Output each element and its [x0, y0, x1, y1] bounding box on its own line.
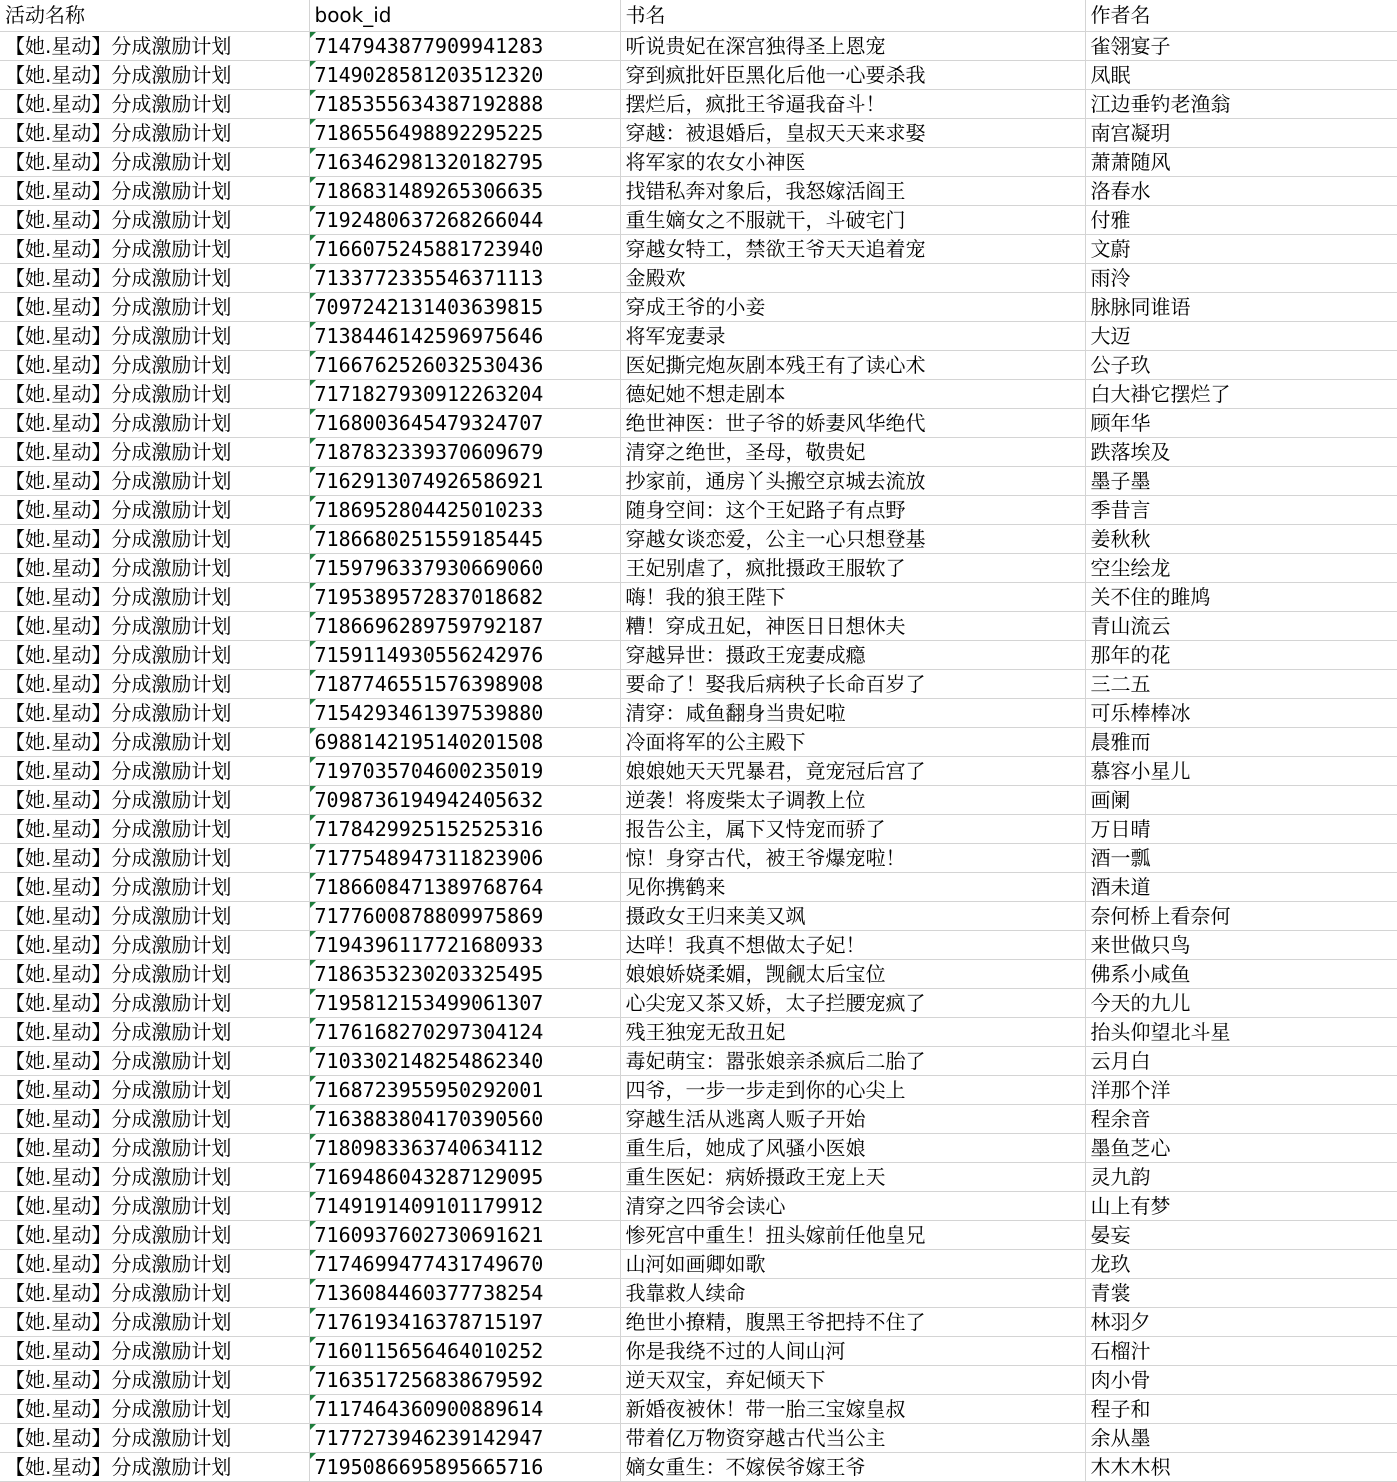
- table-row: [0, 119, 1397, 148]
- author-name-cell[interactable]: 余从墨: [1085, 1424, 1397, 1453]
- activity-name-cell[interactable]: 【她.星动】分成激励计划: [0, 409, 309, 438]
- table-row: [0, 699, 1397, 728]
- book-id-cell[interactable]: 7186680251559185445: [309, 525, 620, 554]
- activity-name-cell[interactable]: 【她.星动】分成激励计划: [0, 1221, 309, 1250]
- book-title-cell[interactable]: 达咩！我真不想做太子妃！: [620, 931, 1085, 960]
- book-id-cell[interactable]: 7163462981320182795: [309, 148, 620, 177]
- book-title-cell[interactable]: 嫡女重生：不嫁侯爷嫁王爷: [620, 1453, 1085, 1482]
- book-title-cell[interactable]: 清穿：咸鱼翻身当贵妃啦: [620, 699, 1085, 728]
- activity-name-cell[interactable]: 【她.星动】分成激励计划: [0, 989, 309, 1018]
- table-row: [0, 1192, 1397, 1221]
- table-row: [0, 815, 1397, 844]
- table-row: [0, 786, 1397, 815]
- activity-name-cell[interactable]: 【她.星动】分成激励计划: [0, 61, 309, 90]
- activity-name-cell[interactable]: 【她.星动】分成激励计划: [0, 554, 309, 583]
- author-name-cell[interactable]: 脉脉同谁语: [1085, 293, 1397, 322]
- activity-name-cell[interactable]: 【她.星动】分成激励计划: [0, 960, 309, 989]
- table-row: [0, 1424, 1397, 1453]
- book-title-cell[interactable]: 穿成王爷的小妾: [620, 293, 1085, 322]
- author-name-cell[interactable]: 晏妄: [1085, 1221, 1397, 1250]
- activity-name-cell[interactable]: 【她.星动】分成激励计划: [0, 264, 309, 293]
- book-id-cell[interactable]: 7166762526032530436: [309, 351, 620, 380]
- activity-name-cell[interactable]: 【她.星动】分成激励计划: [0, 931, 309, 960]
- book-id-cell[interactable]: 7168723955950292001: [309, 1076, 620, 1105]
- author-name-cell[interactable]: 季昔言: [1085, 496, 1397, 525]
- activity-name-cell[interactable]: 【她.星动】分成激励计划: [0, 351, 309, 380]
- book-id-cell[interactable]: 7186556498892295225: [309, 119, 620, 148]
- table-row: [0, 1250, 1397, 1279]
- author-name-cell[interactable]: 白大褂它摆烂了: [1085, 380, 1397, 409]
- book-title-cell[interactable]: 重生嫡女之不服就干，斗破宅门: [620, 206, 1085, 235]
- author-name-cell[interactable]: 雀翎宴子: [1085, 32, 1397, 61]
- activity-name-cell[interactable]: 【她.星动】分成激励计划: [0, 1163, 309, 1192]
- book-id-cell[interactable]: 7097242131403639815: [309, 293, 620, 322]
- book-title-cell[interactable]: 绝世小撩精，腹黑王爷把持不住了: [620, 1308, 1085, 1337]
- book-id-cell[interactable]: 7159796337930669060: [309, 554, 620, 583]
- author-name-cell[interactable]: 酒未道: [1085, 873, 1397, 902]
- book-title-cell[interactable]: 王妃别虐了，疯批摄政王服软了: [620, 554, 1085, 583]
- activity-name-cell[interactable]: 【她.星动】分成激励计划: [0, 1337, 309, 1366]
- table-row: [0, 32, 1397, 61]
- book-id-cell[interactable]: 7186696289759792187: [309, 612, 620, 641]
- author-name-cell[interactable]: 跌落埃及: [1085, 438, 1397, 467]
- activity-name-cell[interactable]: 【她.星动】分成激励计划: [0, 119, 309, 148]
- author-name-cell[interactable]: 姜秋秋: [1085, 525, 1397, 554]
- author-name-cell[interactable]: 公子玖: [1085, 351, 1397, 380]
- table-row: [0, 1163, 1397, 1192]
- book-id-cell[interactable]: 7136084460377738254: [309, 1279, 620, 1308]
- author-name-cell[interactable]: 林羽夕: [1085, 1308, 1397, 1337]
- book-title-cell[interactable]: 抄家前，通房丫头搬空京城去流放: [620, 467, 1085, 496]
- activity-name-cell[interactable]: 【她.星动】分成激励计划: [0, 583, 309, 612]
- activity-name-cell[interactable]: 【她.星动】分成激励计划: [0, 844, 309, 873]
- table-row: [0, 90, 1397, 119]
- book-title-cell[interactable]: 惊！身穿古代，被王爷爆宠啦！: [620, 844, 1085, 873]
- author-name-cell[interactable]: 石榴汁: [1085, 1337, 1397, 1366]
- author-name-cell[interactable]: 青裳: [1085, 1279, 1397, 1308]
- author-name-cell[interactable]: 墨子墨: [1085, 467, 1397, 496]
- author-name-cell[interactable]: 抬头仰望北斗星: [1085, 1018, 1397, 1047]
- book-title-cell[interactable]: 要命了！娶我后病秧子长命百岁了: [620, 670, 1085, 699]
- book-title-cell[interactable]: 心尖宠又茶又娇，太子拦腰宠疯了: [620, 989, 1085, 1018]
- author-name-cell[interactable]: 龙玖: [1085, 1250, 1397, 1279]
- author-name-cell[interactable]: 今天的九儿: [1085, 989, 1397, 1018]
- table-row: [0, 1018, 1397, 1047]
- book-id-cell[interactable]: 7103302148254862340: [309, 1047, 620, 1076]
- table-row: [0, 380, 1397, 409]
- header-cell-book-title[interactable]: 书名: [620, 0, 1085, 32]
- book-title-cell[interactable]: 见你携鹤来: [620, 873, 1085, 902]
- table-row: [0, 525, 1397, 554]
- author-name-cell[interactable]: 肉小骨: [1085, 1366, 1397, 1395]
- activity-name-cell[interactable]: 【她.星动】分成激励计划: [0, 1076, 309, 1105]
- activity-name-cell[interactable]: 【她.星动】分成激励计划: [0, 1250, 309, 1279]
- book-id-cell[interactable]: 7180983363740634112: [309, 1134, 620, 1163]
- author-name-cell[interactable]: 江边垂钓老渔翁: [1085, 90, 1397, 119]
- table-row: [0, 438, 1397, 467]
- book-title-cell[interactable]: 清穿之绝世，圣母，敬贵妃: [620, 438, 1085, 467]
- author-name-cell[interactable]: 晨雅而: [1085, 728, 1397, 757]
- activity-name-cell[interactable]: 【她.星动】分成激励计划: [0, 177, 309, 206]
- book-title-cell[interactable]: 糟！穿成丑妃，神医日日想休夫: [620, 612, 1085, 641]
- activity-name-cell[interactable]: 【她.星动】分成激励计划: [0, 525, 309, 554]
- book-title-cell[interactable]: 娘娘娇娆柔媚，觊觎太后宝位: [620, 960, 1085, 989]
- activity-name-cell[interactable]: 【她.星动】分成激励计划: [0, 1018, 309, 1047]
- book-title-cell[interactable]: 找错私奔对象后，我怒嫁活阎王: [620, 177, 1085, 206]
- book-title-cell[interactable]: 残王独宠无敌丑妃: [620, 1018, 1085, 1047]
- author-name-cell[interactable]: 画阑: [1085, 786, 1397, 815]
- activity-name-cell[interactable]: 【她.星动】分成激励计划: [0, 32, 309, 61]
- book-id-cell[interactable]: 7138446142596975646: [309, 322, 620, 351]
- author-name-cell[interactable]: 顾年华: [1085, 409, 1397, 438]
- book-id-cell[interactable]: 6988142195140201508: [309, 728, 620, 757]
- book-id-cell[interactable]: 7166075245881723940: [309, 235, 620, 264]
- book-title-cell[interactable]: 穿越：被退婚后，皇叔天天来求娶: [620, 119, 1085, 148]
- activity-name-cell[interactable]: 【她.星动】分成激励计划: [0, 1134, 309, 1163]
- book-id-cell[interactable]: 7177273946239142947: [309, 1424, 620, 1453]
- book-id-cell[interactable]: 7133772335546371113: [309, 264, 620, 293]
- activity-name-cell[interactable]: 【她.星动】分成激励计划: [0, 786, 309, 815]
- book-id-cell[interactable]: 7186952804425010233: [309, 496, 620, 525]
- book-title-cell[interactable]: 冷面将军的公主殿下: [620, 728, 1085, 757]
- author-name-cell[interactable]: 凤眠: [1085, 61, 1397, 90]
- book-title-cell[interactable]: 绝世神医：世子爷的娇妻风华绝代: [620, 409, 1085, 438]
- activity-name-cell[interactable]: 【她.星动】分成激励计划: [0, 206, 309, 235]
- book-title-cell[interactable]: 听说贵妃在深宫独得圣上恩宠: [620, 32, 1085, 61]
- activity-name-cell[interactable]: 【她.星动】分成激励计划: [0, 1279, 309, 1308]
- book-title-cell[interactable]: 金殿欢: [620, 264, 1085, 293]
- book-id-cell[interactable]: 7177600878809975869: [309, 902, 620, 931]
- book-id-cell[interactable]: 7187746551576398908: [309, 670, 620, 699]
- author-name-cell[interactable]: 三二五: [1085, 670, 1397, 699]
- book-id-cell[interactable]: 7174699477431749670: [309, 1250, 620, 1279]
- book-id-cell[interactable]: 7178429925152525316: [309, 815, 620, 844]
- book-id-cell[interactable]: 7195389572837018682: [309, 583, 620, 612]
- book-id-cell[interactable]: 7149191409101179912: [309, 1192, 620, 1221]
- activity-name-cell[interactable]: 【她.星动】分成激励计划: [0, 467, 309, 496]
- table-row: [0, 409, 1397, 438]
- table-row: [0, 235, 1397, 264]
- activity-name-cell[interactable]: 【她.星动】分成激励计划: [0, 496, 309, 525]
- activity-name-cell[interactable]: 【她.星动】分成激励计划: [0, 1047, 309, 1076]
- author-name-cell[interactable]: 洋那个洋: [1085, 1076, 1397, 1105]
- author-name-cell[interactable]: 墨鱼芝心: [1085, 1134, 1397, 1163]
- author-name-cell[interactable]: 大迈: [1085, 322, 1397, 351]
- book-id-cell[interactable]: 7176168270297304124: [309, 1018, 620, 1047]
- table-row: [0, 1366, 1397, 1395]
- book-id-cell[interactable]: 7195086695895665716: [309, 1453, 620, 1482]
- author-name-cell[interactable]: 奈何桥上看奈何: [1085, 902, 1397, 931]
- activity-name-cell[interactable]: 【她.星动】分成激励计划: [0, 873, 309, 902]
- author-name-cell[interactable]: 文蔚: [1085, 235, 1397, 264]
- table-row: [0, 844, 1397, 873]
- book-id-cell[interactable]: 7187832339370609679: [309, 438, 620, 467]
- book-id-cell[interactable]: 7185355634387192888: [309, 90, 620, 119]
- author-name-cell[interactable]: 付雅: [1085, 206, 1397, 235]
- activity-name-cell[interactable]: 【她.星动】分成激励计划: [0, 670, 309, 699]
- table-row: [0, 1076, 1397, 1105]
- table-row: [0, 1308, 1397, 1337]
- book-title-cell[interactable]: 山河如画卿如歌: [620, 1250, 1085, 1279]
- activity-name-cell[interactable]: 【她.星动】分成激励计划: [0, 1308, 309, 1337]
- book-title-cell[interactable]: 带着亿万物资穿越古代当公主: [620, 1424, 1085, 1453]
- book-title-cell[interactable]: 将军宠妻录: [620, 322, 1085, 351]
- book-id-cell[interactable]: 7163883804170390560: [309, 1105, 620, 1134]
- book-id-cell[interactable]: 7149028581203512320: [309, 61, 620, 90]
- table-row: [0, 1105, 1397, 1134]
- book-title-cell[interactable]: 医妃撕完炮灰剧本残王有了读心术: [620, 351, 1085, 380]
- book-id-cell[interactable]: 7195812153499061307: [309, 989, 620, 1018]
- table-row: [0, 960, 1397, 989]
- book-title-cell[interactable]: 将军家的农女小神医: [620, 148, 1085, 177]
- book-id-cell[interactable]: 7194396117721680933: [309, 931, 620, 960]
- book-title-cell[interactable]: 重生医妃：病娇摄政王宠上天: [620, 1163, 1085, 1192]
- book-id-cell[interactable]: 7117464360900889614: [309, 1395, 620, 1424]
- author-name-cell[interactable]: 来世做只鸟: [1085, 931, 1397, 960]
- header-row: [0, 0, 1397, 32]
- author-name-cell[interactable]: 山上有梦: [1085, 1192, 1397, 1221]
- table-row: [0, 728, 1397, 757]
- table-row: [0, 1395, 1397, 1424]
- table-row: [0, 1337, 1397, 1366]
- activity-name-cell[interactable]: 【她.星动】分成激励计划: [0, 90, 309, 119]
- table-row: [0, 670, 1397, 699]
- book-id-cell[interactable]: 7192480637268266044: [309, 206, 620, 235]
- book-id-cell[interactable]: 7176193416378715197: [309, 1308, 620, 1337]
- book-id-cell[interactable]: 7171827930912263204: [309, 380, 620, 409]
- activity-name-cell[interactable]: 【她.星动】分成激励计划: [0, 322, 309, 351]
- author-name-cell[interactable]: 佛系小咸鱼: [1085, 960, 1397, 989]
- author-name-cell[interactable]: 可乐棒棒冰: [1085, 699, 1397, 728]
- book-title-cell[interactable]: 逆天双宝，弃妃倾天下: [620, 1366, 1085, 1395]
- author-name-cell[interactable]: 萧萧随风: [1085, 148, 1397, 177]
- table-row: [0, 351, 1397, 380]
- table-row: [0, 873, 1397, 902]
- book-title-cell[interactable]: 穿越异世：摄政王宠妻成瘾: [620, 641, 1085, 670]
- activity-name-cell[interactable]: 【她.星动】分成激励计划: [0, 1395, 309, 1424]
- author-name-cell[interactable]: 青山流云: [1085, 612, 1397, 641]
- author-name-cell[interactable]: 木木木枳: [1085, 1453, 1397, 1482]
- author-name-cell[interactable]: 云月白: [1085, 1047, 1397, 1076]
- book-id-cell[interactable]: 7098736194942405632: [309, 786, 620, 815]
- author-name-cell[interactable]: 程余音: [1085, 1105, 1397, 1134]
- book-title-cell[interactable]: 德妃她不想走剧本: [620, 380, 1085, 409]
- table-row: [0, 757, 1397, 786]
- activity-name-cell[interactable]: 【她.星动】分成激励计划: [0, 728, 309, 757]
- table-row: [0, 931, 1397, 960]
- book-id-cell[interactable]: 7147943877909941283: [309, 32, 620, 61]
- activity-name-cell[interactable]: 【她.星动】分成激励计划: [0, 757, 309, 786]
- activity-name-cell[interactable]: 【她.星动】分成激励计划: [0, 293, 309, 322]
- book-title-cell[interactable]: 嗨！我的狼王陛下: [620, 583, 1085, 612]
- book-id-cell[interactable]: 7162913074926586921: [309, 467, 620, 496]
- header-cell-book-id[interactable]: book_id: [309, 0, 620, 32]
- book-id-cell[interactable]: 7177548947311823906: [309, 844, 620, 873]
- activity-name-cell[interactable]: 【她.星动】分成激励计划: [0, 1424, 309, 1453]
- activity-name-cell[interactable]: 【她.星动】分成激励计划: [0, 699, 309, 728]
- table-row: [0, 1453, 1397, 1482]
- table-row: [0, 467, 1397, 496]
- table-row: [0, 583, 1397, 612]
- activity-name-cell[interactable]: 【她.星动】分成激励计划: [0, 148, 309, 177]
- table-row: [0, 322, 1397, 351]
- activity-name-cell[interactable]: 【她.星动】分成激励计划: [0, 1366, 309, 1395]
- author-name-cell[interactable]: 酒一瓢: [1085, 844, 1397, 873]
- table-row: [0, 989, 1397, 1018]
- author-name-cell[interactable]: 洛春水: [1085, 177, 1397, 206]
- activity-name-cell[interactable]: 【她.星动】分成激励计划: [0, 815, 309, 844]
- book-title-cell[interactable]: 惨死宫中重生！扭头嫁前任他皇兄: [620, 1221, 1085, 1250]
- activity-name-cell[interactable]: 【她.星动】分成激励计划: [0, 902, 309, 931]
- book-title-cell[interactable]: 报告公主，属下又恃宠而骄了: [620, 815, 1085, 844]
- table-row: [0, 264, 1397, 293]
- table-row: [0, 148, 1397, 177]
- author-name-cell[interactable]: 万日晴: [1085, 815, 1397, 844]
- book-id-cell[interactable]: 7197035704600235019: [309, 757, 620, 786]
- header-cell-activity-name[interactable]: 活动名称: [0, 0, 309, 32]
- book-title-cell[interactable]: 清穿之四爷会读心: [620, 1192, 1085, 1221]
- book-title-cell[interactable]: 娘娘她天天咒暴君，竟宠冠后宫了: [620, 757, 1085, 786]
- table-row: [0, 177, 1397, 206]
- book-id-cell[interactable]: 7159114930556242976: [309, 641, 620, 670]
- table-row: [0, 902, 1397, 931]
- table-row: [0, 1279, 1397, 1308]
- book-id-cell[interactable]: 7186353230203325495: [309, 960, 620, 989]
- header-cell-author-name[interactable]: 作者名: [1085, 0, 1397, 32]
- book-title-cell[interactable]: 你是我绕不过的人间山河: [620, 1337, 1085, 1366]
- table-row: [0, 1221, 1397, 1250]
- author-name-cell[interactable]: 那年的花: [1085, 641, 1397, 670]
- activity-name-cell[interactable]: 【她.星动】分成激励计划: [0, 235, 309, 264]
- book-id-cell[interactable]: 7163517256838679592: [309, 1366, 620, 1395]
- activity-name-cell[interactable]: 【她.星动】分成激励计划: [0, 1192, 309, 1221]
- book-title-cell[interactable]: 逆袭！将废柴太子调教上位: [620, 786, 1085, 815]
- table-row: [0, 554, 1397, 583]
- book-title-cell[interactable]: 穿到疯批奸臣黑化后他一心要杀我: [620, 61, 1085, 90]
- book-id-cell[interactable]: 7154293461397539880: [309, 699, 620, 728]
- activity-name-cell[interactable]: 【她.星动】分成激励计划: [0, 438, 309, 467]
- activity-name-cell[interactable]: 【她.星动】分成激励计划: [0, 1105, 309, 1134]
- book-title-cell[interactable]: 穿越女谈恋爱，公主一心只想登基: [620, 525, 1085, 554]
- table-row: [0, 641, 1397, 670]
- book-id-cell[interactable]: 7160115656464010252: [309, 1337, 620, 1366]
- author-name-cell[interactable]: 慕容小星儿: [1085, 757, 1397, 786]
- book-title-cell[interactable]: 摄政女王归来美又飒: [620, 902, 1085, 931]
- book-title-cell[interactable]: 穿越生活从逃离人贩子开始: [620, 1105, 1085, 1134]
- table-row: [0, 1134, 1397, 1163]
- author-name-cell[interactable]: 雨泠: [1085, 264, 1397, 293]
- book-title-cell[interactable]: 重生后，她成了风骚小医娘: [620, 1134, 1085, 1163]
- author-name-cell[interactable]: 灵九韵: [1085, 1163, 1397, 1192]
- author-name-cell[interactable]: 关不住的雎鸠: [1085, 583, 1397, 612]
- book-id-cell[interactable]: 7186608471389768764: [309, 873, 620, 902]
- book-title-cell[interactable]: 我靠救人续命: [620, 1279, 1085, 1308]
- author-name-cell[interactable]: 程子和: [1085, 1395, 1397, 1424]
- book-title-cell[interactable]: 穿越女特工，禁欲王爷天天追着宠: [620, 235, 1085, 264]
- table-row: [0, 61, 1397, 90]
- book-id-cell[interactable]: 7160937602730691621: [309, 1221, 620, 1250]
- book-title-cell[interactable]: 随身空间：这个王妃路子有点野: [620, 496, 1085, 525]
- table-row: [0, 1047, 1397, 1076]
- author-name-cell[interactable]: 空尘绘龙: [1085, 554, 1397, 583]
- activity-name-cell[interactable]: 【她.星动】分成激励计划: [0, 641, 309, 670]
- book-id-cell[interactable]: 7168003645479324707: [309, 409, 620, 438]
- activity-name-cell[interactable]: 【她.星动】分成激励计划: [0, 612, 309, 641]
- activity-name-cell[interactable]: 【她.星动】分成激励计划: [0, 1453, 309, 1482]
- book-id-cell[interactable]: 7186831489265306635: [309, 177, 620, 206]
- book-title-cell[interactable]: 四爷，一步一步走到你的心尖上: [620, 1076, 1085, 1105]
- book-title-cell[interactable]: 新婚夜被休！带一胎三宝嫁皇叔: [620, 1395, 1085, 1424]
- table-row: [0, 496, 1397, 525]
- table-row: [0, 206, 1397, 235]
- author-name-cell[interactable]: 南宫凝玥: [1085, 119, 1397, 148]
- book-title-cell[interactable]: 摆烂后，疯批王爷逼我奋斗！: [620, 90, 1085, 119]
- book-title-cell[interactable]: 毒妃萌宝：嚣张娘亲杀疯后二胎了: [620, 1047, 1085, 1076]
- table-row: [0, 612, 1397, 641]
- table-row: [0, 293, 1397, 322]
- book-id-cell[interactable]: 7169486043287129095: [309, 1163, 620, 1192]
- activity-name-cell[interactable]: 【她.星动】分成激励计划: [0, 380, 309, 409]
